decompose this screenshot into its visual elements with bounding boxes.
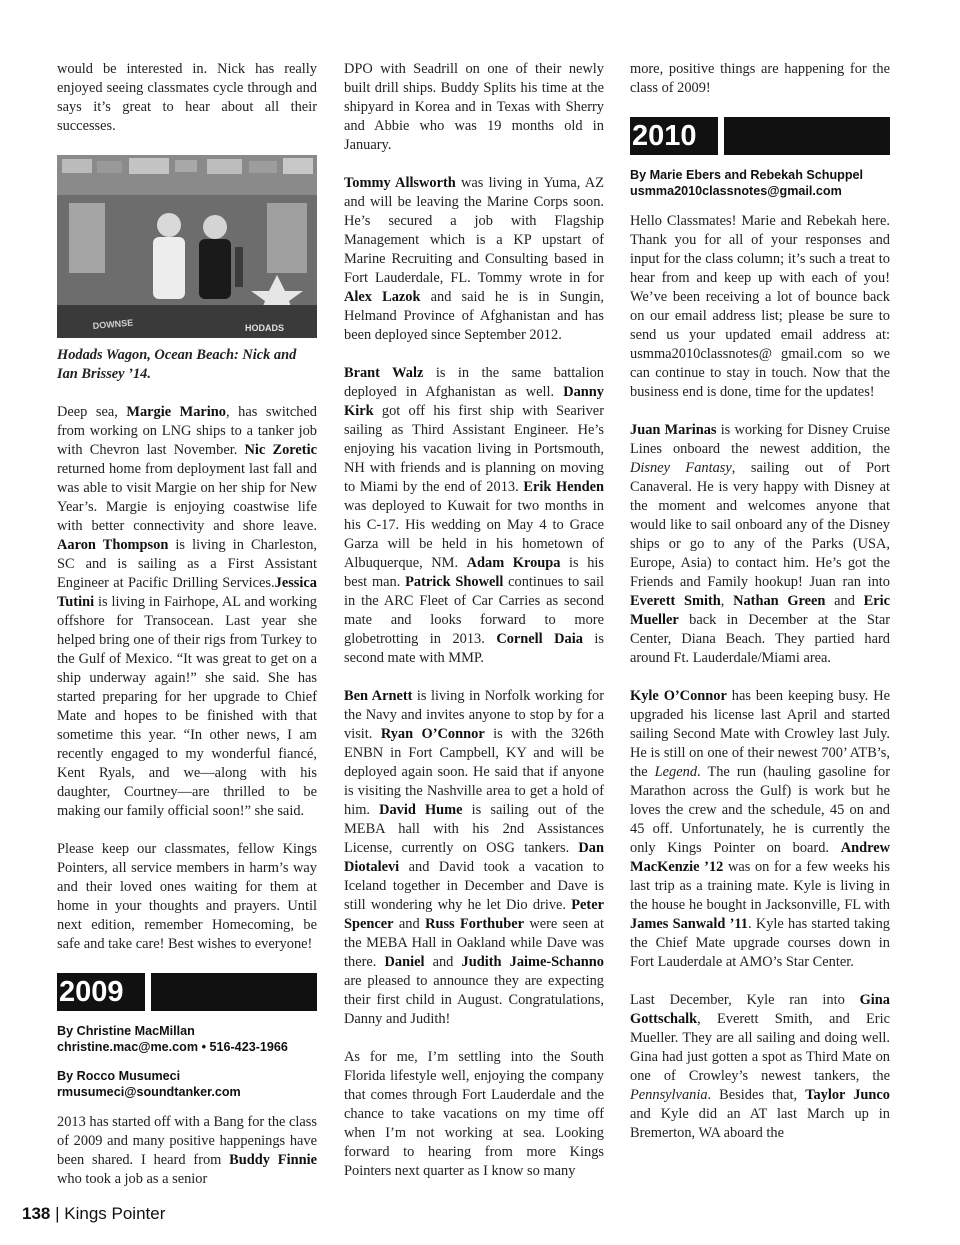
- page-number: 138: [22, 1204, 51, 1223]
- column-1: [57, 60, 317, 1208]
- person-name: Everett Smith: [630, 593, 721, 609]
- person-name: Kyle O’Connor: [630, 688, 727, 704]
- paragraph: more, positive things are happening for the class of 2009!: [630, 61, 890, 96]
- person-name: Cornell Daia: [496, 631, 583, 647]
- person-name: Buddy Finnie: [229, 1152, 317, 1168]
- paragraph: DPO with Seadrill on one of their newly built drill ships. Buddy Splits his time at the shipyard in Korea and in Texas with Sherry and Abbie who was 19 months old in January.: [344, 61, 604, 153]
- paragraph: [57, 60, 317, 136]
- person-name: Nic Zoretic: [244, 442, 317, 458]
- person-name: Peter Spencer: [344, 897, 604, 932]
- text: would be interested in. Nick has really enjoyed seeing classmates cycle through and says it’s great to hear about all their successes.: [57, 61, 317, 134]
- footer-separator: |: [55, 1204, 60, 1223]
- person-name: Andrew MacKenzie ’12: [630, 840, 890, 875]
- person-name: Erik Henden: [523, 479, 604, 495]
- paragraph: Brant Walz is in the same battalion deployed in Afghanistan as well. Danny Kirk got off his first ship with Seariver sailing as Third Assistant Engineer. He’s enjoying his vacation living in Portsmouth, NH with friends and is planning on moving to Miami by the end of 2013. Erik Henden was deployed to Kuwait for two months in his C-17. His wedding on May 4 to Grace Garza will be held in his hometown of Albuquerque, NM. Adam Kroupa is his best man. Patrick Showell continues to sail in the ARC Fleet of Car Carries as second mate and looks forward to more globetrotting in 2013. Cornell Daia is second mate with MMP.: [344, 365, 604, 666]
- paragraph: Juan Marinas is working for Disney Cruise Lines onboard the newest addition, the Disney Fantasy, sailing out of Port Canaveral. He is very happy with Disney at the moment and welcomes anyone that would like to sail onboard any of the Disney ships or go to any of the Parks (USA, Europe, Asia) to contact him. He’s got the Friends and Family hookup! Juan ran into Everett Smith, Nathan Green and Eric Mueller back in December at the Star Center, Diana Beach. They partied hard around Ft. Lauderdale/Miami area.: [630, 422, 891, 666]
- byline-author: By Rocco Musumeci: [57, 1069, 181, 1083]
- photo-caption: Hodads Wagon, Ocean Beach: Nick and Ian Brissey ’14.: [57, 347, 297, 382]
- section-header-2009: [57, 973, 317, 1011]
- paragraph: As for me, I’m settling into the South Florida lifestyle well, enjoying the company that comes through Fort Lauderdale and the chance to take vacations on my time off when I’m not working at sea. Looking forward to hearing from more Kings Pointers next quarter as I know so many: [344, 1049, 604, 1179]
- paragraph: 2013 has started off with a Bang for the class of 2009 and many positive happenings have been shared. I heard from Buddy Finnie who took a job as a senior: [57, 1114, 317, 1187]
- byline-author: By Christine MacMillan: [57, 1024, 195, 1038]
- person-name: Ryan O’Connor: [380, 726, 485, 742]
- person-name: Patrick Showell: [405, 574, 504, 590]
- person-name: Tommy Allsworth: [344, 175, 456, 191]
- person-name: Aaron Thompson: [57, 537, 169, 553]
- byline-contact: rmusumeci@soundtanker.com: [57, 1085, 241, 1099]
- paragraph: Hello Classmates! Marie and Rebekah here. Thank you for all of your responses and input for the class column; it’s such a treat to hear from and keep up with each of you! We’ve been receiving a lot of bounce back on our email address list; please be sure to send us your updated email address at: usmma2010classnotes@ gmail.com so we can continue to stay in touch. Now that the business end is done, time for the updates!: [630, 213, 890, 400]
- person-name: Jessica Tutini: [57, 575, 317, 610]
- photo-hodads-wagon: [57, 155, 317, 338]
- photo-sign-text: HODADS: [245, 323, 285, 333]
- person-name: Nathan Green: [733, 593, 826, 609]
- year-label: 2010: [630, 117, 718, 155]
- person-name: Gina Gottschalk: [630, 992, 890, 1027]
- publication-name: Kings Pointer: [64, 1204, 166, 1223]
- ship-name: Legend: [654, 764, 698, 780]
- person-name: Judith Jaime-Schanno: [461, 954, 604, 970]
- page-footer: [22, 1204, 165, 1224]
- byline-contact: christine.mac@me.com • 516-423-1966: [57, 1040, 288, 1054]
- person-name: Russ Forthuber: [425, 916, 524, 932]
- person-name: Dan Diotalevi: [344, 840, 604, 875]
- person-name: David Hume: [379, 802, 463, 818]
- byline: [57, 1068, 317, 1100]
- ship-name: Disney Fantasy: [630, 460, 732, 476]
- header-bar: [151, 973, 317, 1011]
- paragraph: Ben Arnett is living in Norfolk working for the Navy and invites anyone to stop by for a visit. Ryan O’Connor is with the 326th ENBN in Fort Campbell, KY and will be deployed again soon. He said that if anyone is visiting the Nashville area to get a hold of him. David Hume is sailing out of the MEBA hall with his 2nd Assistances License, currently on OSG tankers. Dan Diotalevi and David took a vacation to Iceland together in December and Dave is still wondering why he let Dio drive. Peter Spencer and Russ Forthuber were seen at the MEBA Hall in Oakland while Dave was there. Daniel and Judith Jaime-Schanno are pleased to announce they are expecting their first child in August. Congratulations, Danny and Judith!: [344, 688, 604, 1027]
- person-name: Taylor Junco: [805, 1087, 890, 1103]
- paragraph: Last December, Kyle ran into Gina Gottschalk, Everett Smith, and Eric Mueller. They are all sailing and doing well. Gina had just gotten a spot as Third Mate on one of Crowley’s newest tankers, the Pennsylvania. Besides that, Taylor Junco and Kyle did an AT last March up in Bremerton, WA aboard the: [630, 992, 890, 1141]
- paragraph: Tommy Allsworth was living in Yuma, AZ and will be leaving the Marine Corps soon. He’s secured a job with Flagship Management which is a KP upstart of Marine Recruiting and Consulting based in Fort Lauderdale, FL. Tommy wrote in for Alex Lazok and said he is in Sungin, Helmand Province of Afghanistan and has been deployed since September 2012.: [344, 175, 604, 343]
- photo-sign-text: DOWNSE: [92, 317, 134, 331]
- byline-contact: usmma2010classnotes@gmail.com: [630, 184, 842, 198]
- person-name: Juan Marinas: [630, 422, 717, 438]
- byline: [57, 1023, 317, 1055]
- paragraph: Please keep our classmates, fellow Kings Pointers, all service members in harm’s way and their loved ones waiting for them at home in your thoughts and prayers. Until next edition, remember Homecoming, be safe and take care! Best wishes to everyone!: [57, 841, 317, 952]
- section-header-2010: [630, 117, 890, 155]
- ship-name: Pennsylvania: [630, 1087, 708, 1103]
- paragraph: Kyle O’Connor has been keeping busy. He upgraded his license last April and started sailing Second Mate with Crowley last July. He is still on one of their newest 700’ ATB’s, the Legend. The run (hauling gasoline for Marathon across the Gulf) is work but he loves the crew and the schedule, 45 on and 45 off. Unfortunately, he is currently the only Kings Pointer on board. Andrew MacKenzie ’12 was on for a few weeks his last trip as a training mate. Kyle is living in the house he bought in Jacksonville, FL with James Sanwald ’11. Kyle has started taking the Chief Mate upgrade courses down in Fort Lauderdale at AMO’s Star Center.: [630, 688, 890, 970]
- person-name: Brant Walz: [344, 365, 424, 381]
- header-bar: [724, 117, 890, 155]
- paragraph: Deep sea, Margie Marino, has switched from working on LNG ships to a tanker job with Chevron last November. Nic Zoretic returned home from deployment last fall and was able to visit Margie on her ship for New Year’s. Margie is enjoying coastwise life with better connectivity and shore leave. Aaron Thompson is living in Charleston, SC and is sailing as a First Assistant Engineer at Pacific Drilling Services.Jessica Tutini is living in Fairhope, AL and working offshore for Transocean. Last year she helped bring one of their rigs from Turkey to the Gulf of Mexico. “It was great to get on a ship underway again!” she said. She has started preparing for her upgrade to Chief Mate and hopes to be finished with that sometime this year. “In other news, I am recently engaged to my wonderful fiancé, Kent Ryals, and we—along with his daughter, Courtney—are thrilled to be making our family official soon!” she said.: [57, 404, 317, 819]
- person-name: Adam Kroupa: [466, 555, 561, 571]
- byline: [630, 167, 890, 199]
- person-name: Danny Kirk: [344, 384, 604, 419]
- year-label: 2009: [57, 973, 145, 1011]
- column-2: [344, 60, 604, 1200]
- byline-author: By Marie Ebers and Rebekah Schuppel: [630, 168, 864, 182]
- person-name: Alex Lazok: [344, 289, 421, 305]
- person-name: Eric Mueller: [630, 593, 890, 628]
- person-name: James Sanwald ’11: [630, 916, 748, 932]
- person-name: Margie Marino: [126, 404, 227, 420]
- person-name: Ben Arnett: [344, 688, 413, 704]
- column-3: [630, 60, 890, 1162]
- person-name: Daniel: [384, 954, 425, 970]
